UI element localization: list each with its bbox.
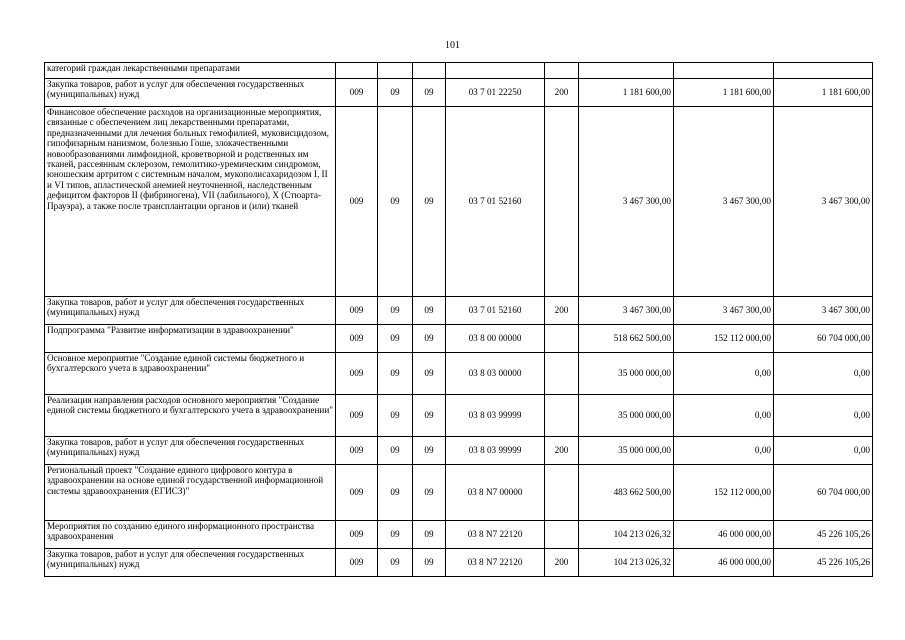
expense-type-cell: 200 — [545, 549, 579, 577]
ministry-code-cell: 009 — [336, 465, 378, 521]
section-code-cell: 09 — [378, 325, 413, 353]
subsection-code-cell: 09 — [413, 465, 446, 521]
table-row — [45, 297, 873, 325]
expense-type-cell — [545, 325, 579, 353]
amount-year1-cell: 35 000 000,00 — [579, 353, 674, 395]
amount-year1-cell: 35 000 000,00 — [579, 437, 674, 465]
expense-name-cell: Финансовое обеспечение расходов на организационные мероприятия, связанные с обеспечением лиц лекарственными препаратами, предназначенными для лечения больных гемофилией, муковисцидозом, гипофизарным нанизмом, болезнью Гоше, злокачественными новообразованиями лимфоидной, кроветворной и родственных им тканей, рассеянным склерозом, гемолитико-уремическим синдромом, юношеским артритом с системным началом, мукополисахаридозом I, II и VI типов, апластической анемией неуточненной, наследственным дефицитом факторов II (фибриногена), VII (лабильного), X (Стюарта-Прауэра), а также после трансплантации органов и (или) тканей — [45, 107, 336, 297]
expense-type-cell: 200 — [545, 297, 579, 325]
ministry-code-cell — [336, 63, 378, 79]
amount-year3-cell — [774, 63, 873, 79]
amount-year3-cell: 60 704 000,00 — [774, 325, 873, 353]
expense-name-cell: Закупка товаров, работ и услуг для обеспечения государственных (муниципальных) нужд — [45, 297, 336, 325]
expense-type-cell — [545, 107, 579, 297]
target-article-cell: 03 8 03 00000 — [446, 353, 545, 395]
target-article-cell: 03 7 01 52160 — [446, 297, 545, 325]
amount-year2-cell: 3 467 300,00 — [674, 297, 774, 325]
ministry-code-cell: 009 — [336, 79, 378, 107]
table-row — [45, 63, 873, 79]
table-row — [45, 353, 873, 395]
amount-year2-cell: 3 467 300,00 — [674, 107, 774, 297]
expense-name-cell: Основное мероприятие "Создание единой системы бюджетного и бухгалтерского учета в здравоохранении" — [45, 353, 336, 395]
expense-name-cell: Региональный проект "Создание единого цифрового контура в здравоохранении на основе единой государственной информационной системы здравоохранения (ЕГИСЗ)" — [45, 465, 336, 521]
target-article-cell: 03 8 N7 00000 — [446, 465, 545, 521]
section-code-cell: 09 — [378, 437, 413, 465]
table-body — [45, 63, 873, 577]
expense-name-cell: Закупка товаров, работ и услуг для обеспечения государственных (муниципальных) нужд — [45, 549, 336, 577]
amount-year3-cell: 45 226 105,26 — [774, 521, 873, 549]
budget-table — [44, 62, 873, 577]
amount-year1-cell: 3 467 300,00 — [579, 297, 674, 325]
section-code-cell: 09 — [378, 521, 413, 549]
ministry-code-cell: 009 — [336, 353, 378, 395]
ministry-code-cell: 009 — [336, 107, 378, 297]
amount-year1-cell: 483 662 500,00 — [579, 465, 674, 521]
expense-type-cell — [545, 395, 579, 437]
expense-type-cell — [545, 465, 579, 521]
ministry-code-cell: 009 — [336, 437, 378, 465]
ministry-code-cell: 009 — [336, 549, 378, 577]
expense-type-cell: 200 — [545, 437, 579, 465]
amount-year1-cell: 104 213 026,32 — [579, 549, 674, 577]
subsection-code-cell: 09 — [413, 297, 446, 325]
amount-year1-cell: 3 467 300,00 — [579, 107, 674, 297]
section-code-cell: 09 — [378, 395, 413, 437]
amount-year3-cell: 3 467 300,00 — [774, 297, 873, 325]
expense-name-cell: Закупка товаров, работ и услуг для обеспечения государственных (муниципальных) нужд — [45, 79, 336, 107]
expense-type-cell — [545, 521, 579, 549]
amount-year3-cell: 45 226 105,26 — [774, 549, 873, 577]
amount-year2-cell: 1 181 600,00 — [674, 79, 774, 107]
section-code-cell: 09 — [378, 297, 413, 325]
table-row — [45, 395, 873, 437]
amount-year2-cell: 0,00 — [674, 353, 774, 395]
section-code-cell: 09 — [378, 353, 413, 395]
amount-year2-cell: 152 112 000,00 — [674, 465, 774, 521]
table-row — [45, 325, 873, 353]
target-article-cell: 03 8 00 00000 — [446, 325, 545, 353]
subsection-code-cell — [413, 63, 446, 79]
amount-year1-cell: 1 181 600,00 — [579, 79, 674, 107]
page-number: 101 — [445, 40, 460, 51]
section-code-cell: 09 — [378, 79, 413, 107]
expense-type-cell — [545, 63, 579, 79]
subsection-code-cell: 09 — [413, 521, 446, 549]
subsection-code-cell: 09 — [413, 395, 446, 437]
amount-year3-cell: 0,00 — [774, 437, 873, 465]
amount-year2-cell: 46 000 000,00 — [674, 549, 774, 577]
section-code-cell — [378, 63, 413, 79]
amount-year2-cell: 46 000 000,00 — [674, 521, 774, 549]
amount-year3-cell: 3 467 300,00 — [774, 107, 873, 297]
expense-type-cell — [545, 353, 579, 395]
amount-year3-cell: 1 181 600,00 — [774, 79, 873, 107]
amount-year3-cell: 0,00 — [774, 353, 873, 395]
amount-year1-cell — [579, 63, 674, 79]
subsection-code-cell: 09 — [413, 79, 446, 107]
subsection-code-cell: 09 — [413, 325, 446, 353]
amount-year2-cell — [674, 63, 774, 79]
amount-year3-cell: 0,00 — [774, 395, 873, 437]
target-article-cell: 03 8 03 99999 — [446, 437, 545, 465]
target-article-cell: 03 8 N7 22120 — [446, 549, 545, 577]
table-row — [45, 465, 873, 521]
expense-name-cell: Закупка товаров, работ и услуг для обеспечения государственных (муниципальных) нужд — [45, 437, 336, 465]
target-article-cell: 03 8 03 99999 — [446, 395, 545, 437]
amount-year3-cell: 60 704 000,00 — [774, 465, 873, 521]
target-article-cell: 03 8 N7 22120 — [446, 521, 545, 549]
expense-name-cell: категорий граждан лекарственными препаратами — [45, 63, 336, 79]
subsection-code-cell: 09 — [413, 107, 446, 297]
section-code-cell: 09 — [378, 465, 413, 521]
expense-type-cell: 200 — [545, 79, 579, 107]
section-code-cell: 09 — [378, 107, 413, 297]
expense-name-cell: Подпрограмма "Развитие информатизации в здравоохранении" — [45, 325, 336, 353]
expense-name-cell: Реализация направления расходов основного мероприятия "Создание единой системы бюджетного и бухгалтерского учета в здравоохранении" — [45, 395, 336, 437]
section-code-cell: 09 — [378, 549, 413, 577]
ministry-code-cell: 009 — [336, 297, 378, 325]
ministry-code-cell: 009 — [336, 395, 378, 437]
ministry-code-cell: 009 — [336, 521, 378, 549]
amount-year1-cell: 518 662 500,00 — [579, 325, 674, 353]
target-article-cell — [446, 63, 545, 79]
table-row — [45, 549, 873, 577]
table-row — [45, 79, 873, 107]
table-row — [45, 437, 873, 465]
target-article-cell: 03 7 01 22250 — [446, 79, 545, 107]
target-article-cell: 03 7 01 52160 — [446, 107, 545, 297]
table-row — [45, 521, 873, 549]
expense-name-cell: Мероприятия по созданию единого информационного пространства здравоохранения — [45, 521, 336, 549]
amount-year1-cell: 35 000 000,00 — [579, 395, 674, 437]
ministry-code-cell: 009 — [336, 325, 378, 353]
subsection-code-cell: 09 — [413, 353, 446, 395]
amount-year2-cell: 0,00 — [674, 437, 774, 465]
amount-year1-cell: 104 213 026,32 — [579, 521, 674, 549]
subsection-code-cell: 09 — [413, 549, 446, 577]
table-row — [45, 107, 873, 297]
amount-year2-cell: 0,00 — [674, 395, 774, 437]
amount-year2-cell: 152 112 000,00 — [674, 325, 774, 353]
subsection-code-cell: 09 — [413, 437, 446, 465]
